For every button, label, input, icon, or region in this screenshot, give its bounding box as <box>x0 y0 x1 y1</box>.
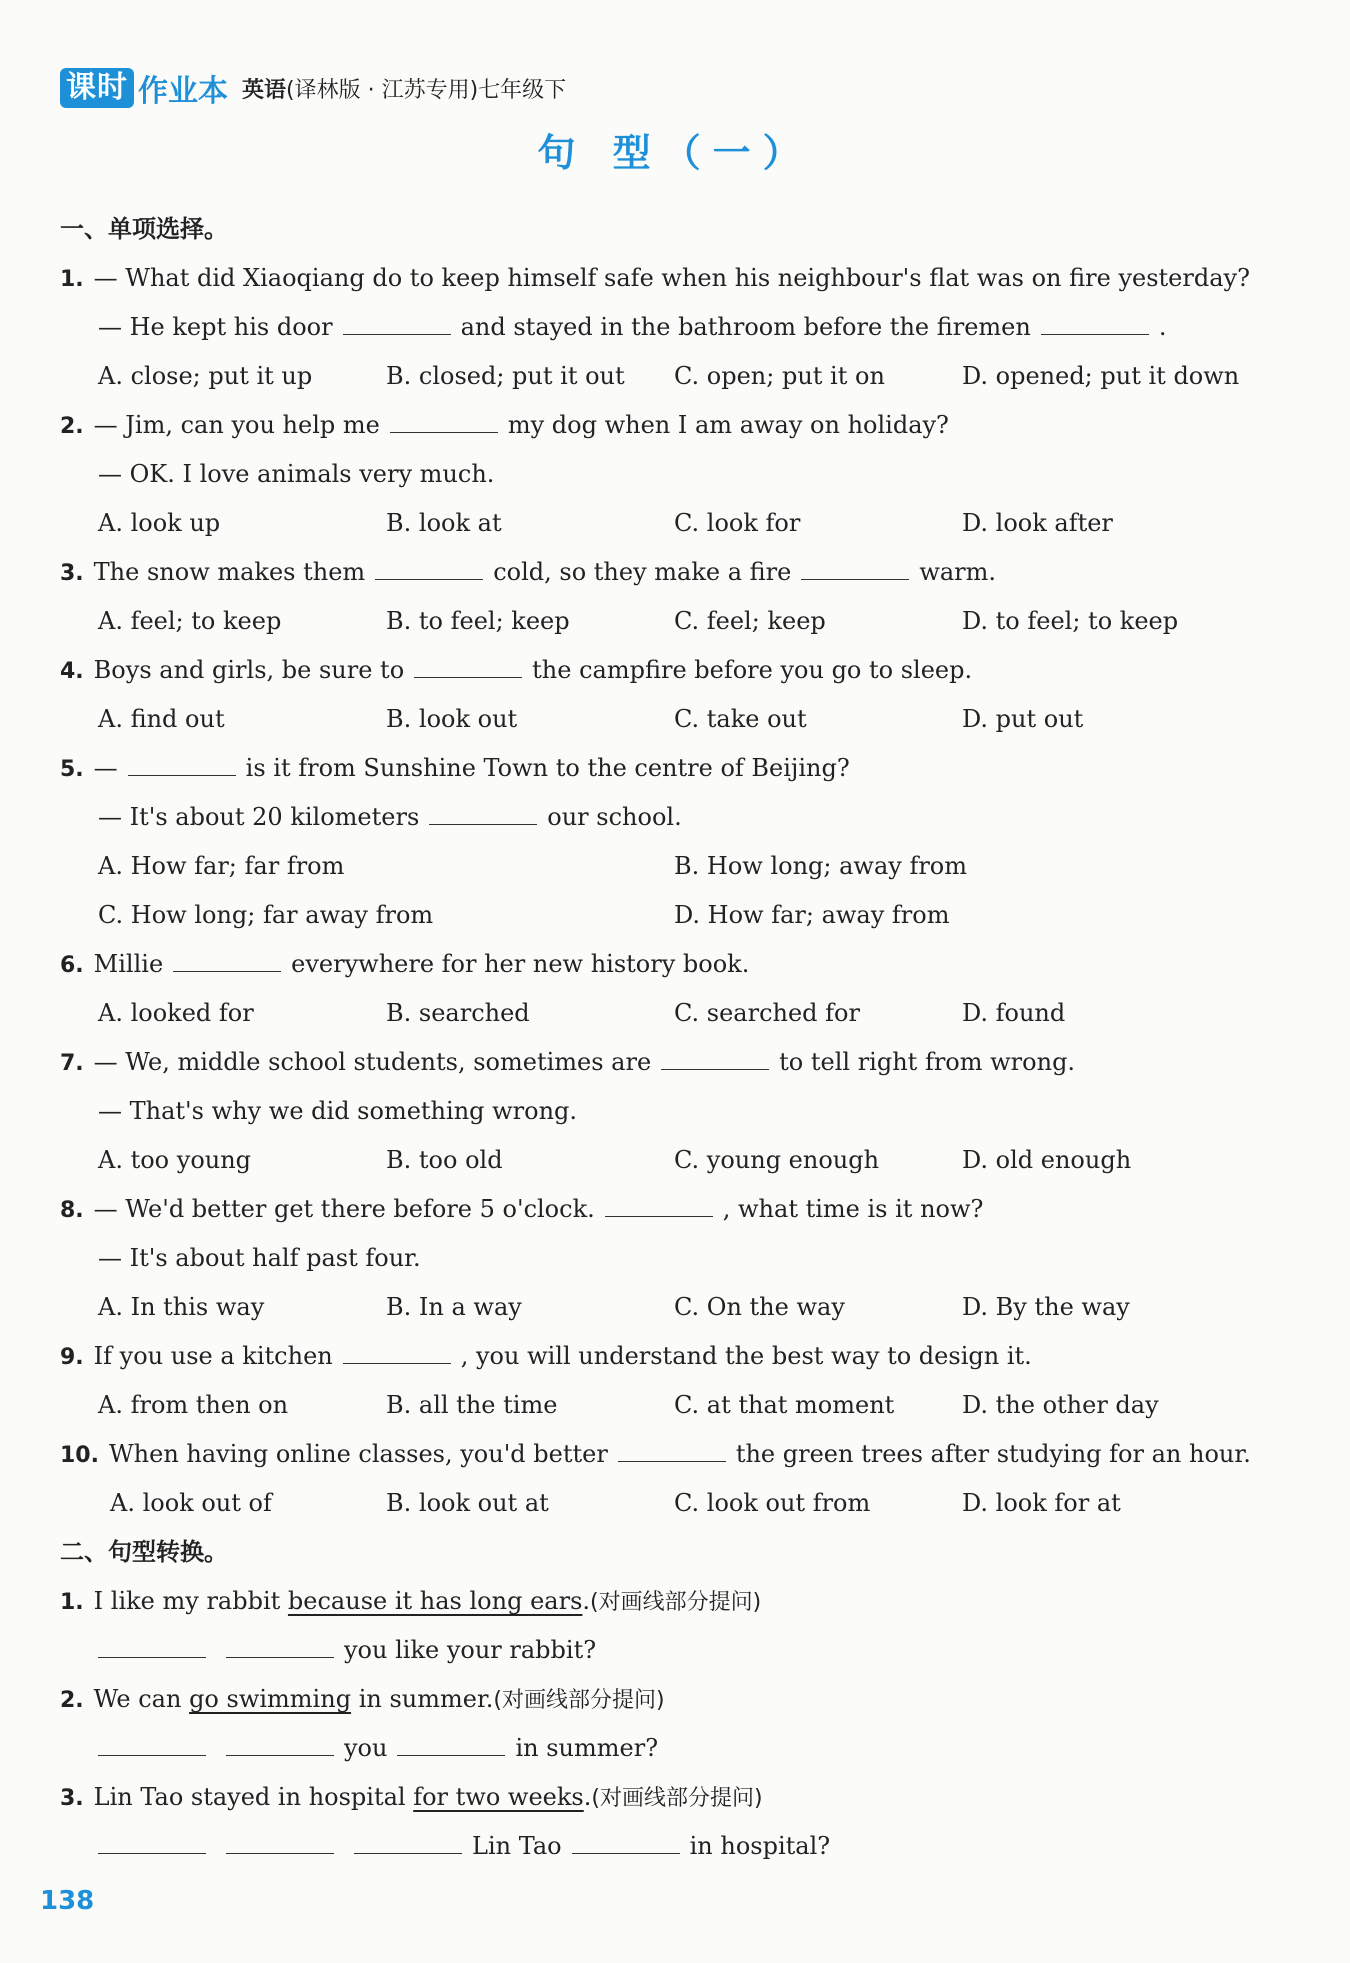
option-d[interactable]: D. How far; away from <box>674 901 950 929</box>
question-number: 1. <box>60 1590 84 1615</box>
option-b[interactable]: B. too old <box>386 1146 503 1174</box>
q7-line2: — That's why we did something wrong. <box>98 1097 578 1125</box>
answer-blank[interactable] <box>98 1827 206 1854</box>
underlined-part: go swimming <box>189 1685 352 1713</box>
q2-line2: — OK. I love animals very much. <box>98 460 495 488</box>
question-text: We can <box>93 1685 182 1713</box>
instruction-note: (对画线部分提问) <box>591 1786 763 1811</box>
question-number: 2. <box>60 1688 84 1713</box>
answer-blank[interactable] <box>661 1043 769 1070</box>
question-text: — What did Xiaoqiang do to keep himself safe when his neighbour's flat was on fire yesterday? <box>93 264 1250 292</box>
q1-options <box>60 352 1260 401</box>
option-d[interactable]: D. to feel; to keep <box>962 607 1179 635</box>
option-b[interactable]: B. How long; away from <box>674 852 968 880</box>
option-c[interactable]: C. look for <box>674 509 801 537</box>
option-a[interactable]: A. looked for <box>98 999 254 1027</box>
answer-blank[interactable] <box>429 798 537 825</box>
q3-line1 <box>60 548 1260 597</box>
question-number: 3. <box>60 1786 84 1811</box>
answer-text: you like your rabbit? <box>344 1636 597 1664</box>
answer-blank[interactable] <box>173 945 281 972</box>
answer-blank[interactable] <box>98 1729 206 1756</box>
underlined-part: for two weeks <box>413 1783 584 1811</box>
p2-q2-line1 <box>60 1675 1260 1724</box>
question-text: is it from Sunshine Town to the centre of Beijing? <box>245 754 850 782</box>
answer-blank[interactable] <box>226 1827 334 1854</box>
p2-q3-answer <box>60 1822 1260 1871</box>
option-c[interactable]: C. open; put it on <box>674 362 885 390</box>
question-text: Boys and girls, be sure to <box>93 656 405 684</box>
brand-logo <box>60 66 228 110</box>
part1-title: 一、单项选择。 <box>60 215 228 243</box>
question-number: 6. <box>60 953 84 978</box>
option-b[interactable]: B. all the time <box>386 1391 558 1419</box>
answer-blank[interactable] <box>354 1827 462 1854</box>
q9-line1 <box>60 1332 1260 1381</box>
option-b[interactable]: B. searched <box>386 999 530 1027</box>
p2-q2-answer <box>60 1724 1260 1773</box>
question-text: cold, so they make a fire <box>493 558 792 586</box>
option-b[interactable]: B. to feel; keep <box>386 607 570 635</box>
question-text: warm. <box>919 558 997 586</box>
question-text: — <box>93 754 118 782</box>
option-c[interactable]: C. feel; keep <box>674 607 826 635</box>
option-c[interactable]: C. look out from <box>674 1489 871 1517</box>
option-d[interactable]: D. look for at <box>962 1489 1121 1517</box>
answer-blank[interactable] <box>343 308 451 335</box>
q5-options-ab <box>60 842 1260 891</box>
option-a[interactable]: A. feel; to keep <box>98 607 282 635</box>
question-text: . <box>582 1587 591 1615</box>
q2-line1 <box>60 401 1260 450</box>
question-number: 8. <box>60 1198 84 1223</box>
question-number: 2. <box>60 414 84 439</box>
exercise-content <box>60 205 1260 1871</box>
option-d[interactable]: D. found <box>962 999 1066 1027</box>
option-b[interactable]: B. look out <box>386 705 518 733</box>
p2-q1-line1 <box>60 1577 1260 1626</box>
question-text: I like my rabbit <box>93 1587 281 1615</box>
answer-blank[interactable] <box>128 749 236 776</box>
option-d[interactable]: D. look after <box>962 509 1113 537</box>
option-a[interactable]: A. In this way <box>98 1293 265 1321</box>
question-text: Millie <box>93 950 164 978</box>
p2-q3-line1 <box>60 1773 1260 1822</box>
answer-blank[interactable] <box>801 553 909 580</box>
question-number: 7. <box>60 1051 84 1076</box>
question-number: 1. <box>60 267 84 292</box>
option-d[interactable]: D. opened; put it down <box>962 362 1240 390</box>
logo-text: 作业本 <box>138 74 228 109</box>
question-text: The snow makes them <box>93 558 366 586</box>
subject-bold: 英语 <box>242 77 287 103</box>
answer-blank[interactable] <box>414 651 522 678</box>
question-text: the green trees after studying for an hour. <box>735 1440 1251 1468</box>
page-header <box>60 66 566 110</box>
underlined-part: because it has long ears <box>287 1587 583 1615</box>
answer-text: you <box>344 1734 388 1762</box>
q9-options <box>60 1381 1260 1430</box>
answer-blank[interactable] <box>605 1190 713 1217</box>
option-d[interactable]: D. By the way <box>962 1293 1130 1321</box>
question-number: 9. <box>60 1345 84 1370</box>
answer-blank[interactable] <box>618 1435 726 1462</box>
answer-text: Lin Tao <box>472 1832 562 1860</box>
q5-options-cd <box>60 891 1260 940</box>
question-text: my dog when I am away on holiday? <box>507 411 949 439</box>
q8-options <box>60 1283 1260 1332</box>
option-c[interactable]: C. young enough <box>674 1146 880 1174</box>
q2-options <box>60 499 1260 548</box>
option-c[interactable]: C. take out <box>674 705 807 733</box>
question-text: — We, middle school students, sometimes are <box>93 1048 652 1076</box>
question-number: 10. <box>60 1443 99 1468</box>
question-text: — He kept his door <box>98 313 333 341</box>
question-number: 4. <box>60 659 84 684</box>
question-text: our school. <box>547 803 682 831</box>
q6-line1 <box>60 940 1260 989</box>
option-d[interactable]: D. put out <box>962 705 1084 733</box>
p2-q1-answer <box>60 1626 1260 1675</box>
subject-rest: (译林版 · 江苏专用)七年级下 <box>286 77 567 103</box>
question-number: 5. <box>60 757 84 782</box>
q10-options <box>60 1479 1260 1528</box>
answer-blank[interactable] <box>1041 308 1149 335</box>
option-b[interactable]: B. In a way <box>386 1293 522 1321</box>
question-text: . <box>1158 313 1167 341</box>
answer-blank[interactable] <box>226 1631 334 1658</box>
option-c[interactable]: C. at that moment <box>674 1391 895 1419</box>
question-text: the campfire before you go to sleep. <box>532 656 973 684</box>
option-b[interactable]: B. look at <box>386 509 502 537</box>
answer-blank[interactable] <box>375 553 483 580</box>
question-text: to tell right from wrong. <box>779 1048 1076 1076</box>
q1-line2 <box>60 303 1260 352</box>
option-a[interactable]: A. How far; far from <box>98 852 345 880</box>
q5-line1 <box>60 744 1260 793</box>
answer-blank[interactable] <box>226 1729 334 1756</box>
section-title: 句 型（一） <box>537 131 813 175</box>
option-b[interactable]: B. closed; put it out <box>386 362 625 390</box>
part2-title: 二、句型转换。 <box>60 1538 228 1566</box>
q4-options <box>60 695 1260 744</box>
q4-line1 <box>60 646 1260 695</box>
question-text: — We'd better get there before 5 o'clock. <box>93 1195 595 1223</box>
question-text: If you use a kitchen <box>93 1342 333 1370</box>
option-c[interactable]: C. searched for <box>674 999 860 1027</box>
option-a[interactable]: A. look up <box>98 509 221 537</box>
question-text: When having online classes, you'd better <box>108 1440 608 1468</box>
q7-line1 <box>60 1038 1260 1087</box>
answer-text: in summer? <box>515 1734 659 1762</box>
option-c[interactable]: C. On the way <box>674 1293 845 1321</box>
q8-line1 <box>60 1185 1260 1234</box>
question-text: , what time is it now? <box>722 1195 984 1223</box>
question-text: , you will understand the best way to design it. <box>460 1342 1032 1370</box>
question-number: 3. <box>60 561 84 586</box>
answer-blank[interactable] <box>390 406 498 433</box>
answer-blank[interactable] <box>572 1827 680 1854</box>
answer-blank[interactable] <box>343 1337 451 1364</box>
question-text: — Jim, can you help me <box>93 411 380 439</box>
option-b[interactable]: B. look out at <box>386 1489 549 1517</box>
instruction-note: (对画线部分提问) <box>493 1688 665 1713</box>
logo-box: 课时 <box>60 68 134 108</box>
question-text: and stayed in the bathroom before the firemen <box>460 313 1031 341</box>
question-text: in summer. <box>358 1685 494 1713</box>
option-a[interactable]: A. find out <box>98 705 225 733</box>
instruction-note: (对画线部分提问) <box>590 1590 762 1615</box>
question-text: — It's about 20 kilometers <box>98 803 420 831</box>
option-d[interactable]: D. old enough <box>962 1146 1132 1174</box>
option-a[interactable]: A. close; put it up <box>98 362 313 390</box>
answer-text: in hospital? <box>689 1832 831 1860</box>
subject-label <box>242 73 566 104</box>
option-d[interactable]: D. the other day <box>962 1391 1159 1419</box>
option-c[interactable]: C. How long; far away from <box>98 901 434 929</box>
question-text: . <box>583 1783 592 1811</box>
q3-options <box>60 597 1260 646</box>
option-a[interactable]: A. from then on <box>98 1391 289 1419</box>
q6-options <box>60 989 1260 1038</box>
answer-blank[interactable] <box>397 1729 505 1756</box>
q10-line1 <box>60 1430 1260 1479</box>
q8-line2: — It's about half past four. <box>98 1244 421 1272</box>
option-a[interactable]: A. too young <box>98 1146 252 1174</box>
question-text: Lin Tao stayed in hospital <box>93 1783 406 1811</box>
q5-line2 <box>60 793 1260 842</box>
question-text: everywhere for her new history book. <box>291 950 750 978</box>
page-number: 138 <box>40 1886 95 1916</box>
answer-blank[interactable] <box>98 1631 206 1658</box>
option-a[interactable]: A. look out of <box>110 1489 272 1517</box>
q7-options <box>60 1136 1260 1185</box>
q1-line1 <box>60 254 1260 303</box>
